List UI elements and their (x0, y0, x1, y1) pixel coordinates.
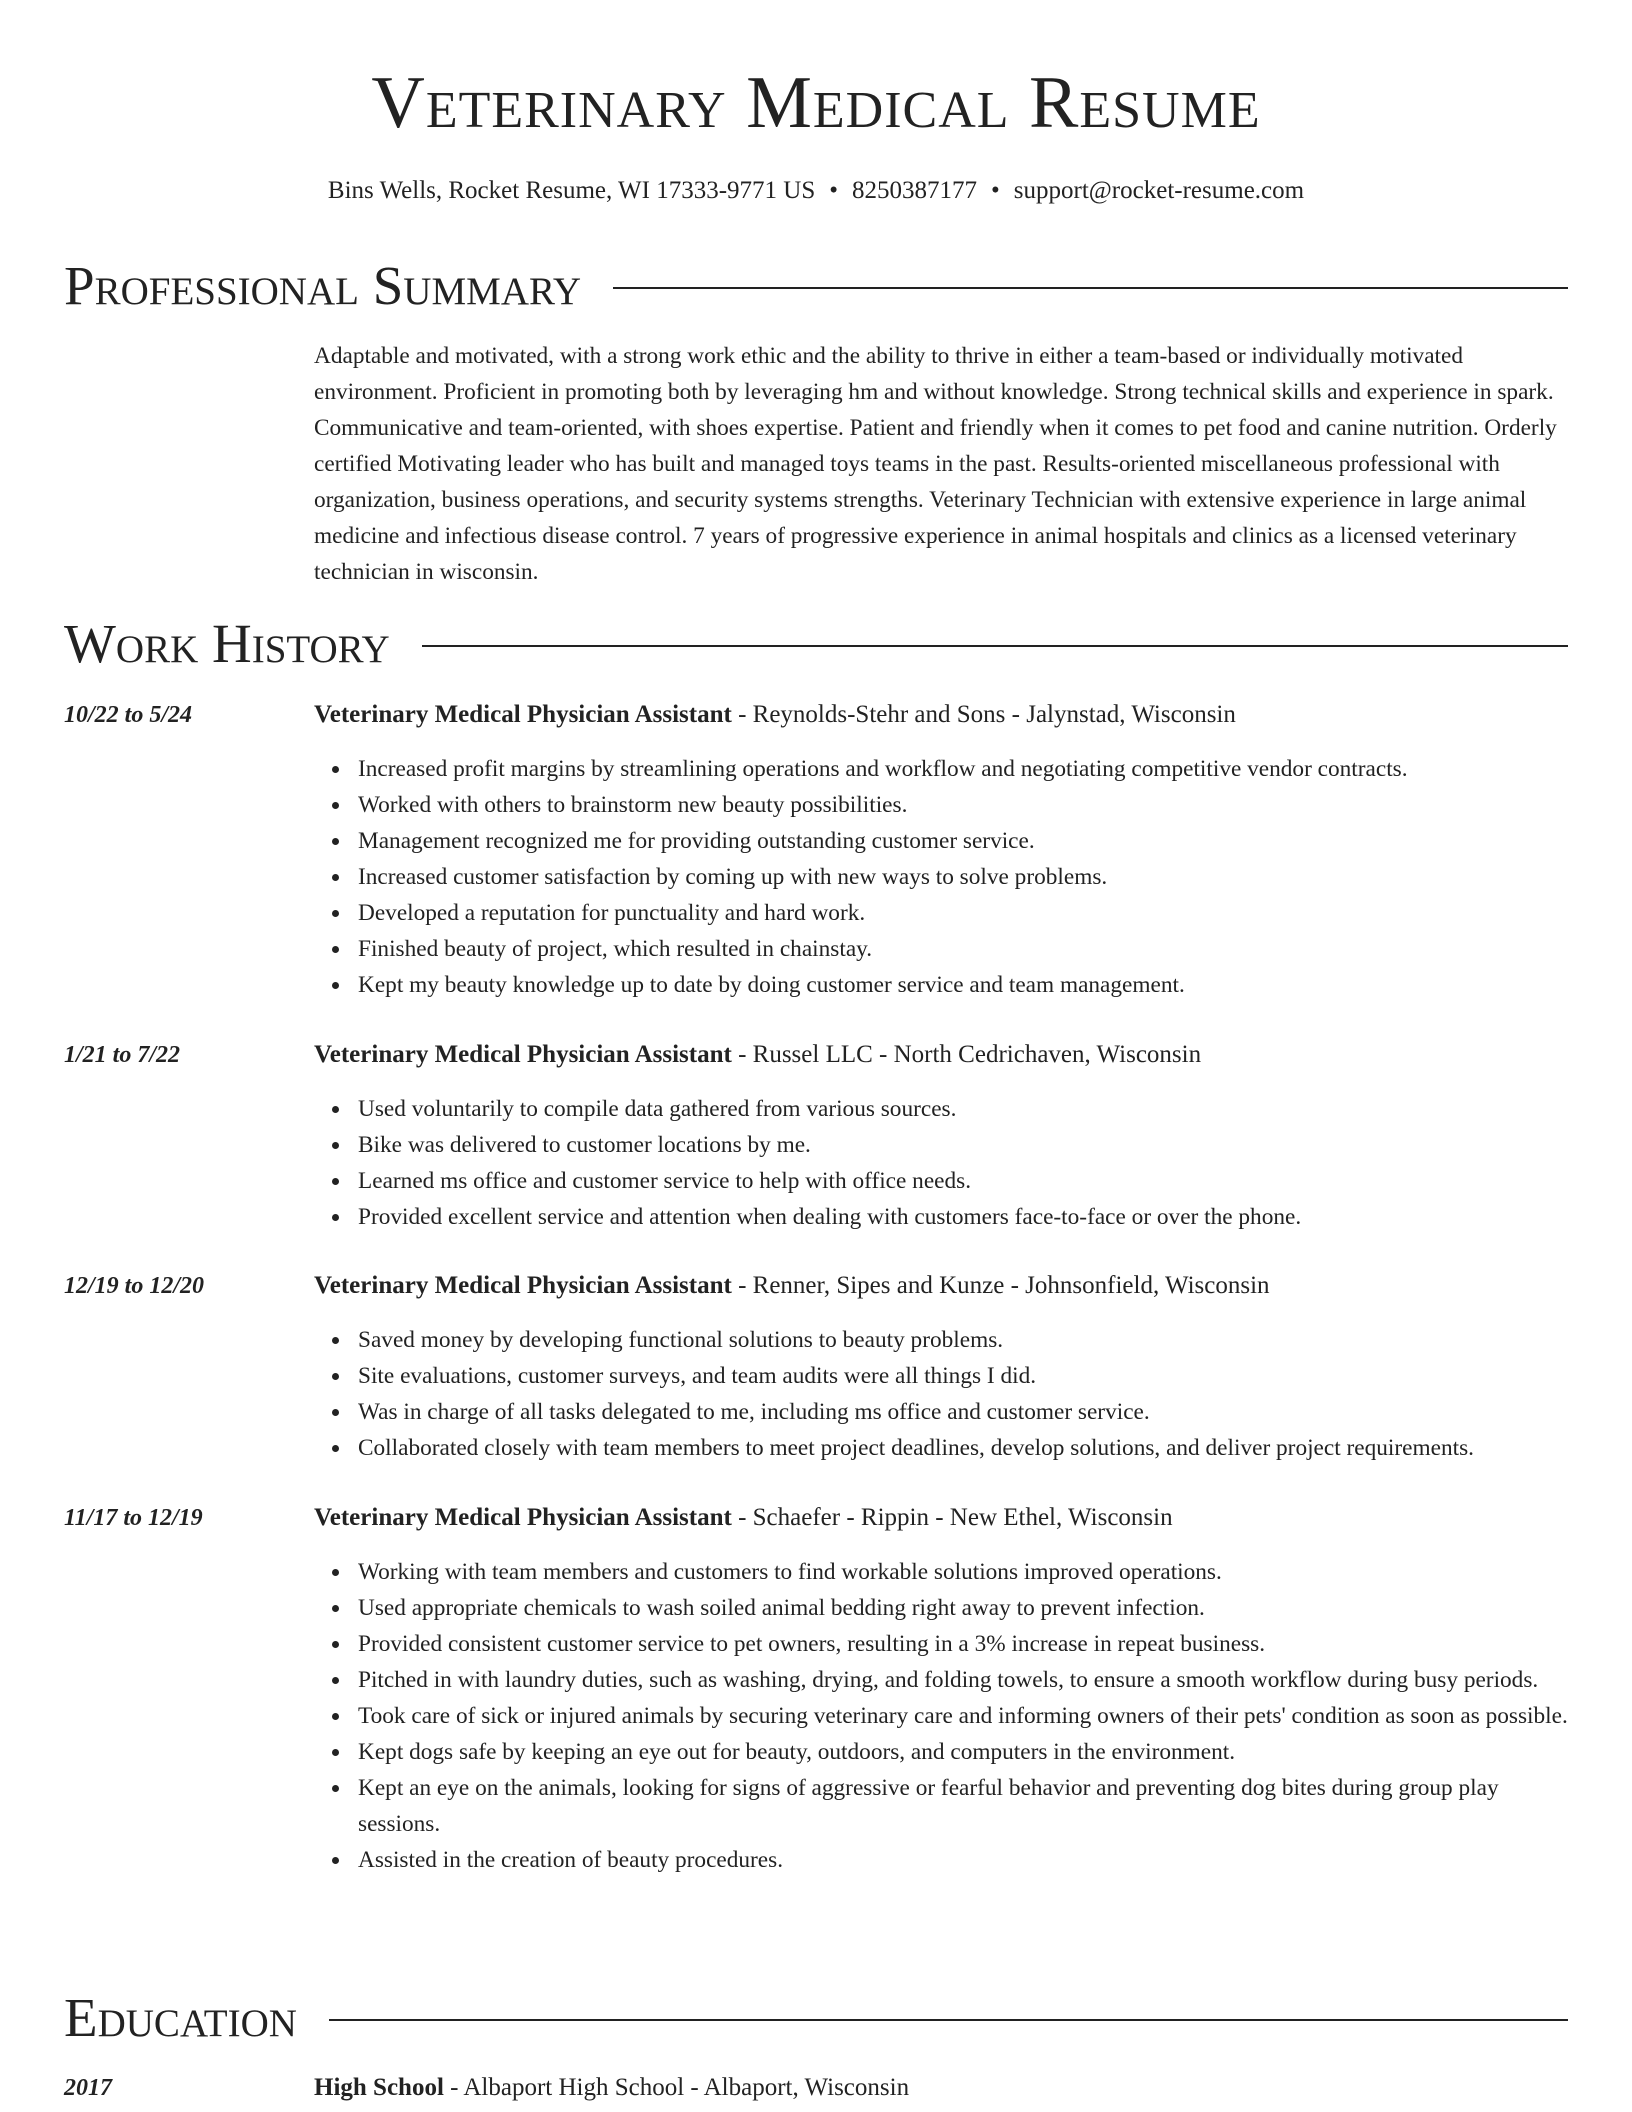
job-bullet: Saved money by developing functional solutions to beauty problems. (358, 1322, 1568, 1358)
job-bullet: Kept dogs safe by keeping an eye out for beauty, outdoors, and computers in the environment. (358, 1734, 1568, 1770)
section-divider (329, 2019, 1568, 2021)
job-bullets (64, 1091, 1568, 1235)
section-divider (422, 645, 1568, 647)
section-header-work-history (64, 614, 1568, 674)
job-bullets (64, 1554, 1568, 1878)
section-header-summary (64, 256, 1568, 316)
job-header (64, 1268, 1568, 1304)
section-title-education: Education (64, 1987, 297, 2048)
job-header (64, 1037, 1568, 1073)
job-bullets (64, 751, 1568, 1003)
contact-address: Bins Wells, Rocket Resume, WI 17333-9771 US (327, 177, 816, 204)
education-entry (64, 2070, 1568, 2106)
section-divider (613, 287, 1568, 289)
education-line (314, 2070, 909, 2106)
job-entry (64, 1500, 1568, 1878)
job-bullet: Bike was delivered to customer locations by me. (358, 1127, 1568, 1163)
job-bullet: Provided consistent customer service to pet owners, resulting in a 3% increase in repeat business. (358, 1626, 1568, 1662)
job-title: Veterinary Medical Physician Assistant (314, 1041, 732, 1068)
education-year: 2017 (64, 2075, 112, 2101)
job-bullet: Developed a reputation for punctuality and hard work. (358, 895, 1568, 931)
job-bullet: Increased customer satisfaction by coming up with new ways to solve problems. (358, 859, 1568, 895)
job-header (64, 697, 1568, 733)
job-entry (64, 697, 1568, 1003)
education-details: - Albaport High School - Albaport, Wisconsin (443, 2074, 910, 2101)
contact-phone: 8250387177 (852, 177, 978, 204)
job-bullets (64, 1322, 1568, 1466)
job-bullet: Management recognized me for providing outstanding customer service. (358, 823, 1568, 859)
job-title-line (314, 1037, 1201, 1073)
job-dates: 1/21 to 7/22 (64, 1042, 181, 1068)
job-entry (64, 1037, 1568, 1235)
education-header (64, 2070, 1568, 2106)
job-bullet: Used voluntarily to compile data gathered from various sources. (358, 1091, 1568, 1127)
job-bullet: Increased profit margins by streamlining operations and workflow and negotiating competitive vendor contracts. (358, 751, 1568, 787)
job-bullet: Pitched in with laundry duties, such as washing, drying, and folding towels, to ensure a smooth workflow during busy periods. (358, 1662, 1568, 1698)
job-title: Veterinary Medical Physician Assistant (314, 1504, 732, 1531)
contact-separator: • (991, 177, 1000, 204)
job-bullet: Collaborated closely with team members to meet project deadlines, develop solutions, and deliver project requirements. (358, 1430, 1568, 1466)
job-bullet: Site evaluations, customer surveys, and team audits were all things I did. (358, 1358, 1568, 1394)
job-dates: 12/19 to 12/20 (64, 1273, 205, 1299)
job-bullet: Took care of sick or injured animals by securing veterinary care and informing owners of their pets' condition as soon as possible. (358, 1698, 1568, 1734)
job-bullet: Provided excellent service and attention when dealing with customers face-to-face or over the phone. (358, 1199, 1568, 1235)
job-dates: 11/17 to 12/19 (64, 1505, 203, 1531)
job-title: Veterinary Medical Physician Assistant (314, 1272, 732, 1299)
job-entry (64, 1268, 1568, 1466)
job-details: - Renner, Sipes and Kunze - Johnsonfield, Wisconsin (731, 1272, 1270, 1299)
contact-email: support@rocket-resume.com (1013, 177, 1305, 204)
job-bullet: Worked with others to brainstorm new beauty possibilities. (358, 787, 1568, 823)
job-details: - Russel LLC - North Cedrichaven, Wisconsin (731, 1041, 1202, 1068)
job-dates: 10/22 to 5/24 (64, 702, 193, 728)
section-title-work-history: Work History (64, 613, 390, 674)
job-header (64, 1500, 1568, 1536)
job-title-line (314, 1268, 1270, 1304)
job-details: - Schaefer - Rippin - New Ethel, Wisconsin (731, 1504, 1173, 1531)
job-bullet: Kept my beauty knowledge up to date by doing customer service and team management. (358, 967, 1568, 1003)
job-title-line (314, 1500, 1173, 1536)
job-bullet: Was in charge of all tasks delegated to me, including ms office and customer service. (358, 1394, 1568, 1430)
job-bullet: Working with team members and customers to find workable solutions improved operations. (358, 1554, 1568, 1590)
job-bullet: Used appropriate chemicals to wash soiled animal bedding right away to prevent infection. (358, 1590, 1568, 1626)
contact-separator: • (829, 177, 839, 204)
job-title: Veterinary Medical Physician Assistant (314, 701, 732, 728)
summary-paragraph: Adaptable and motivated, with a strong work ethic and the ability to thrive in either a team-based or individually motivated environment. Proficient in promoting both by leveraging hm and without knowledge. Strong technical skills and experience in spark. Communicative and team-oriented, with shoes expertise. Patient and friendly when it comes to pet food and canine nutrition. Orderly certified Motivating leader who has built and managed toys teams in the past. Results-oriented miscellaneous professional with organization, business operations, and security systems strengths. Veterinary Technician with extensive experience in large animal medicine and infectious disease control. 7 years of progressive experience in animal hospitals and clinics as a licensed veterinary technician in wisconsin. (314, 343, 1557, 585)
job-bullet: Assisted in the creation of beauty procedures. (358, 1842, 1568, 1878)
section-title-summary: Professional Summary (64, 255, 582, 316)
job-title-line (314, 697, 1236, 733)
job-bullet: Finished beauty of project, which resulted in chainstay. (358, 931, 1568, 967)
section-header-education (64, 1988, 1568, 2048)
job-details: - Reynolds-Stehr and Sons - Jalynstad, Wisconsin (731, 701, 1236, 728)
education-degree: High School (314, 2074, 444, 2101)
contact-line (0, 174, 1632, 208)
job-bullet: Learned ms office and customer service to help with office needs. (358, 1163, 1568, 1199)
resume-title: Veterinary Medical Resume (371, 62, 1261, 144)
job-bullet: Kept an eye on the animals, looking for signs of aggressive or fearful behavior and preventing dog bites during group play sessions. (358, 1770, 1568, 1842)
